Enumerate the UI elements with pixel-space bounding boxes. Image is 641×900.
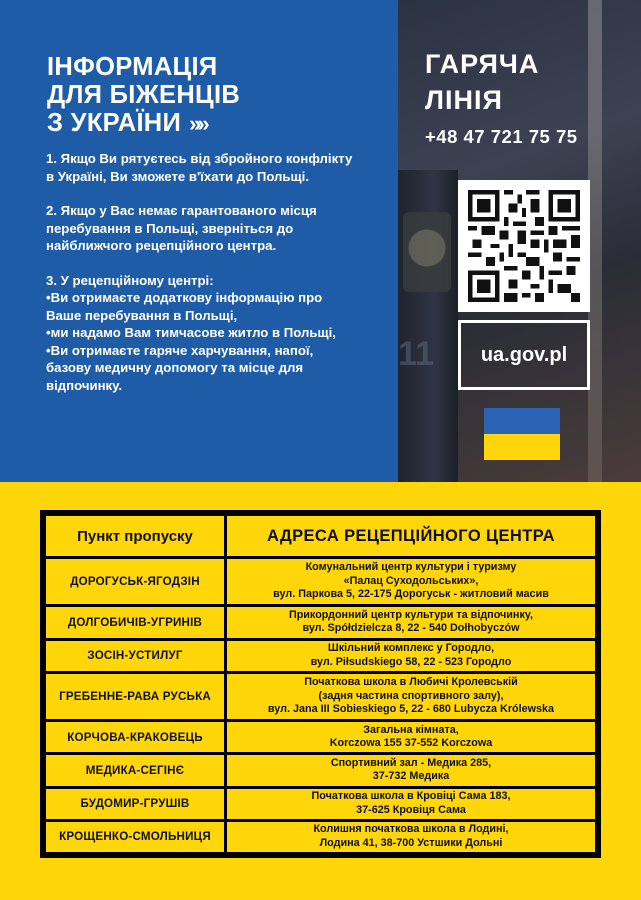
crossing-point-cell: КРОЩЕНКО-СМОЛЬНИЦЯ bbox=[46, 822, 224, 852]
address-line: вул. Паркова 5, 22-175 Дорогуськ - житловий масив bbox=[273, 588, 549, 601]
crossing-point-cell: БУДОМИР-ГРУШІВ bbox=[46, 789, 224, 819]
info-text bbox=[46, 150, 356, 411]
address-line: Прикордонний центр культури та відпочинку, bbox=[288, 608, 534, 621]
address-line: вул. Piłsudskiego 58, 22 - 523 Городло bbox=[310, 655, 512, 668]
address-line: «Палац Суходольських», bbox=[343, 574, 479, 587]
address-line: 37-625 Кровіця Сама bbox=[356, 803, 466, 816]
address-cell bbox=[227, 789, 595, 819]
crossing-point-cell: ДОЛГОБИЧІВ-УГРИНІВ bbox=[46, 607, 224, 637]
crossing-point-cell: КОРЧОВА-КРАКОВЕЦЬ bbox=[46, 722, 224, 752]
address-line: (задня частина спортивного залу), bbox=[318, 689, 504, 702]
table-row bbox=[46, 674, 595, 719]
website-link[interactable]: ua.gov.pl bbox=[458, 320, 590, 390]
address-line: Початкова школа в Кровіці Сама 183, bbox=[311, 790, 511, 803]
qr-code-icon[interactable] bbox=[458, 180, 590, 312]
address-line: Спортивний зал - Медика 285, bbox=[330, 756, 492, 769]
chevrons-icon: »» bbox=[189, 111, 206, 136]
crossing-point-cell: МЕДИКА-СЕГІНЄ bbox=[46, 755, 224, 785]
hotline-phone[interactable]: +48 47 721 75 75 bbox=[425, 126, 578, 147]
crossing-point-cell: ЗОСІН-УСТИЛУГ bbox=[46, 641, 224, 671]
address-cell bbox=[227, 722, 595, 752]
address-line: Шкільний комплекс у Городло, bbox=[327, 642, 495, 655]
header-crossing-point: Пункт пропуску bbox=[46, 516, 224, 556]
ukraine-flag-icon bbox=[484, 408, 560, 460]
address-cell bbox=[227, 674, 595, 719]
address-cell bbox=[227, 755, 595, 785]
address-line: 37-732 Медика bbox=[372, 770, 450, 783]
address-line: Комунальний центр культури і туризму bbox=[305, 561, 517, 574]
table-row bbox=[46, 755, 595, 785]
address-cell bbox=[227, 822, 595, 852]
table-row bbox=[46, 789, 595, 819]
page-title: ІНФОРМАЦІЯ ДЛЯ БІЖЕНЦІВ З УКРАЇНИ »» bbox=[47, 53, 241, 137]
hotline: ГАРЯЧА ЛІНІЯ +48 47 721 75 75 bbox=[425, 49, 578, 147]
address-line: Початкова школа в Любичі Кролевській bbox=[304, 676, 518, 689]
address-line: Korczowa 155 37-552 Korczowa bbox=[329, 737, 493, 750]
address-cell bbox=[227, 559, 595, 604]
reception-centers-table bbox=[40, 510, 601, 858]
address-cell bbox=[227, 607, 595, 637]
table-row bbox=[46, 722, 595, 752]
address-line: вул. Jana III Sobieskiego 5, 22 - 680 Lubycza Królewska bbox=[267, 703, 555, 716]
address-line: Загальна кімната, bbox=[363, 723, 459, 736]
header-address: АДРЕСА РЕЦЕПЦІЙНОГО ЦЕНТРА bbox=[227, 516, 595, 556]
point-2: 2. Якщо у Вас немає гарантованого місця перебування в Польщі, зверніться до найближчого рецепційного центра. bbox=[46, 203, 317, 253]
bullet-1: •Ви отримаєте додаткову інформацію про Ваше перебування в Польщі, bbox=[46, 290, 323, 323]
address-cell bbox=[227, 641, 595, 671]
point-3: 3. У рецепційному центрі: •Ви отримаєте додаткову інформацію про Ваше перебування в Польщі, •ми надамо Вам тимчасове житло в Польщі, •Ви отримаєте гаряче харчування, напої, базову медичну допомогу та місце для відпочинку. bbox=[46, 272, 356, 395]
address-line: Лодина 41, 38-700 Устшики Дольні bbox=[319, 836, 503, 849]
photo-number: 11 bbox=[398, 335, 434, 373]
table-row bbox=[46, 641, 595, 671]
address-line: Колишня початкова школа в Лодині, bbox=[313, 823, 509, 836]
point-1: 1. Якщо Ви рятуєтесь від збройного конфлікту в Україні, Ви зможете в'їхати до Польщі. bbox=[46, 151, 353, 184]
crossing-point-cell: ГРЕБЕННЕ-РАВА РУСЬКА bbox=[46, 674, 224, 719]
table-row bbox=[46, 822, 595, 852]
address-line: вул. Spółdzielcza 8, 22 - 540 Dołhobyczów bbox=[302, 622, 520, 635]
bullet-2: •ми надамо Вам тимчасове житло в Польщі, bbox=[46, 325, 336, 340]
crossing-point-cell: ДОРОГУСЬК-ЯГОДЗІН bbox=[46, 559, 224, 604]
table-row bbox=[46, 559, 595, 604]
coat-of-arms-sign bbox=[403, 212, 451, 292]
table-row bbox=[46, 607, 595, 637]
bullet-3: •Ви отримаєте гаряче харчування, напої, базову медичну допомогу та місце для відпочинку. bbox=[46, 342, 314, 393]
